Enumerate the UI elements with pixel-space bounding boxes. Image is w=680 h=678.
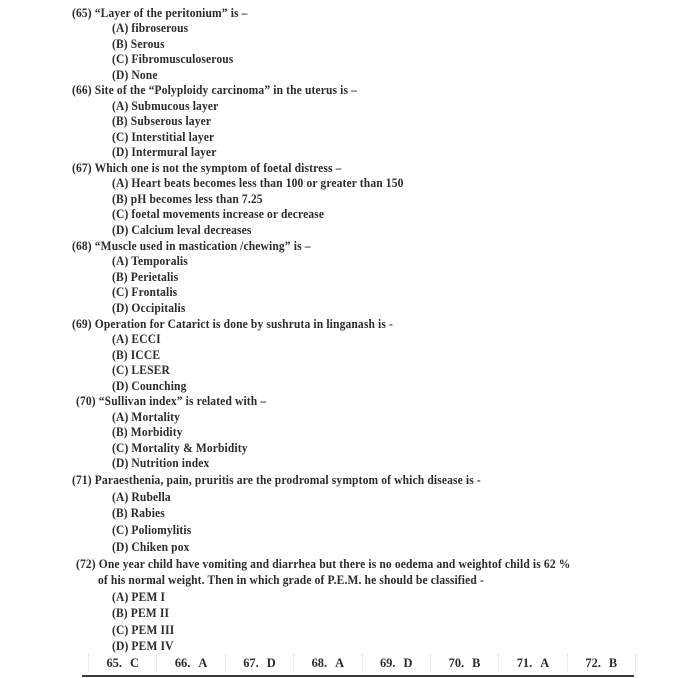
answer-key-answer: B xyxy=(472,656,481,670)
question-70-option-d: (D) Nutrition index xyxy=(112,456,210,470)
question-69-text: (69) Operation for Catarict is done by sushruta in linganash is - xyxy=(72,317,393,331)
answer-key xyxy=(88,654,636,672)
question-65-text: (65) “Layer of the peritonium” is – xyxy=(72,6,248,20)
answer-key-answer: D xyxy=(266,656,276,670)
question-71-option-a: (A) Rubella xyxy=(112,490,171,504)
answer-key-answer: D xyxy=(403,656,413,670)
answer-key-number: 72. xyxy=(585,656,601,670)
question-66-option-b: (B) Subserous layer xyxy=(112,114,212,128)
answer-key-number: 66. xyxy=(174,656,191,670)
answer-key-item xyxy=(226,654,294,672)
question-72-text-continued: of his normal weight. Then in which grade of P.E.M. he should be classified - xyxy=(98,573,484,587)
question-65-option-a: (A) fibroserous xyxy=(112,21,189,35)
question-70-option-a: (A) Mortality xyxy=(112,410,181,424)
answer-key-item xyxy=(294,654,362,672)
answer-key-answer: A xyxy=(540,656,550,670)
answer-key-number: 65. xyxy=(106,656,122,670)
answer-key-number: 71. xyxy=(516,656,533,670)
answer-key-number: 69. xyxy=(379,656,396,670)
answer-key-answer: C xyxy=(129,656,139,670)
question-72-option-d: (D) PEM IV xyxy=(112,639,174,653)
bottom-rule-divider xyxy=(82,675,634,677)
question-68-text: (68) “Muscle used in mastication /chewing” is – xyxy=(72,239,311,253)
answer-key-answer: B xyxy=(608,656,618,670)
question-66-option-c: (C) Interstitial layer xyxy=(112,130,215,144)
question-69-option-c: (C) LESER xyxy=(112,363,170,377)
question-68-option-a: (A) Temporalis xyxy=(112,254,188,268)
question-67-option-a: (A) Heart beats becomes less than 100 or greater than 150 xyxy=(112,176,404,190)
question-66-text: (66) Site of the “Polyploidy carcinoma” in the uterus is – xyxy=(72,83,358,97)
answer-key-answer: A xyxy=(198,656,208,670)
question-72-option-b: (B) PEM II xyxy=(112,606,170,620)
answer-key-number: 67. xyxy=(243,656,259,670)
question-70-option-c: (C) Mortality & Morbidity xyxy=(112,441,248,455)
question-70-option-b: (B) Morbidity xyxy=(112,425,183,439)
question-68-option-b: (B) Perietalis xyxy=(112,270,179,284)
question-65-option-b: (B) Serous xyxy=(112,37,165,51)
answer-key-number: 70. xyxy=(448,656,465,670)
answer-key-number: 68. xyxy=(311,656,328,670)
question-67-option-c: (C) foetal movements increase or decrease xyxy=(112,207,325,221)
question-72-text: (72) One year child have vomiting and diarrhea but there is no oedema and weightof child is 62 % xyxy=(76,557,571,571)
answer-key-item xyxy=(568,654,636,672)
answer-key-item xyxy=(88,654,157,672)
question-65-option-c: (C) Fibromusculoserous xyxy=(112,52,234,66)
question-72-option-c: (C) PEM III xyxy=(112,623,175,637)
question-68-option-d: (D) Occipitalis xyxy=(112,301,186,315)
answer-key-item xyxy=(363,654,431,672)
question-69-option-a: (A) ECCI xyxy=(112,332,161,346)
question-71-option-d: (D) Chiken pox xyxy=(112,540,190,554)
question-67-option-b: (B) pH becomes less than 7.25 xyxy=(112,192,263,206)
answer-key-item xyxy=(499,654,567,672)
question-72-option-a: (A) PEM I xyxy=(112,590,166,604)
question-69-option-d: (D) Counching xyxy=(112,379,187,393)
answer-key-answer: A xyxy=(335,656,345,670)
question-71-text: (71) Paraesthenia, pain, pruritis are the prodromal symptom of which disease is - xyxy=(72,473,481,487)
answer-key-item xyxy=(157,654,225,672)
question-68-option-c: (C) Frontalis xyxy=(112,285,178,299)
answer-key-item xyxy=(431,654,499,672)
question-70-text: (70) “Sullivan index” is related with – xyxy=(76,394,267,408)
question-67-option-d: (D) Calcium leval decreases xyxy=(112,223,252,237)
question-66-option-a: (A) Submucous layer xyxy=(112,99,219,113)
question-65-option-d: (D) None xyxy=(112,68,158,82)
question-71-option-b: (B) Rabies xyxy=(112,506,165,520)
question-67-text: (67) Which one is not the symptom of foetal distress – xyxy=(72,161,342,175)
question-69-option-b: (B) ICCE xyxy=(112,348,161,362)
question-66-option-d: (D) Intermural layer xyxy=(112,145,217,159)
question-71-option-c: (C) Poliomylitis xyxy=(112,523,192,537)
